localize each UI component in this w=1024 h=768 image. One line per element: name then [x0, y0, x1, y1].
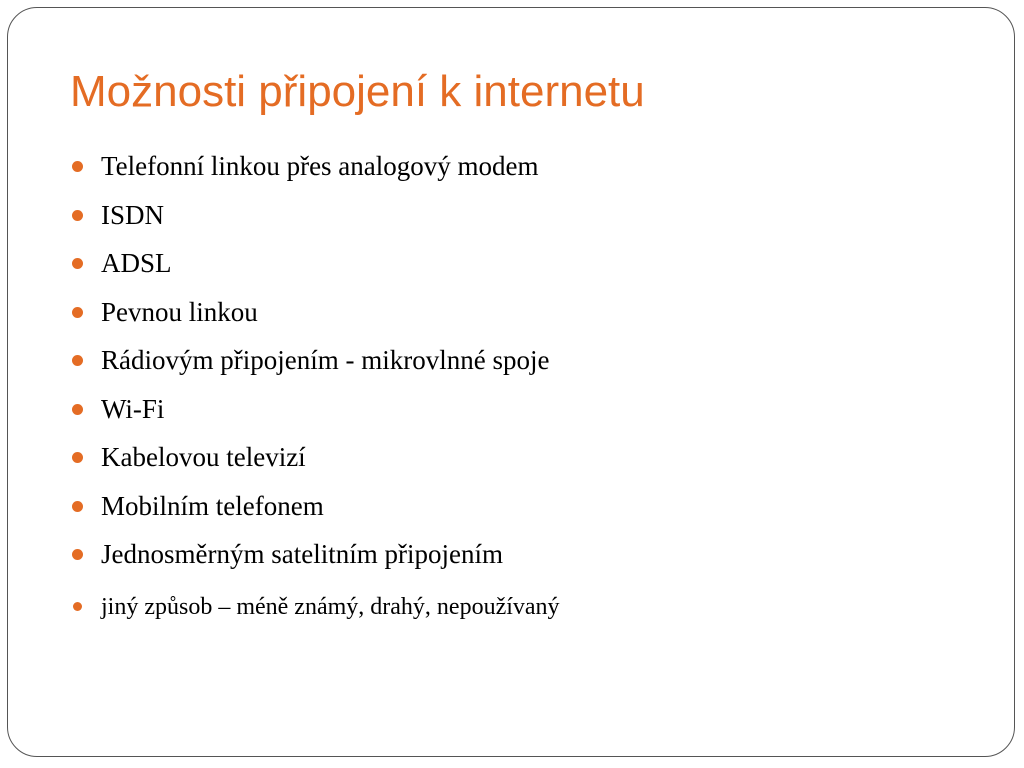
bullet-dot-icon	[72, 404, 83, 415]
bullet-text: Rádiovým připojením - mikrovlnné spoje	[101, 345, 550, 375]
bullet-text: Pevnou linkou	[101, 296, 258, 327]
bullet-dot-icon	[72, 501, 83, 512]
bullet-item	[70, 193, 560, 242]
bullet-item	[70, 585, 560, 634]
bullet-text: jiný způsob – méně známý, drahý, nepoužívaný	[101, 593, 560, 620]
bullet-dot-icon	[72, 452, 83, 463]
bullet-dot-icon	[72, 258, 83, 269]
bullet-item	[70, 290, 560, 339]
slide-title: Možnosti připojení k internetu	[70, 67, 645, 116]
bullet-list	[70, 144, 560, 633]
bullet-text: ADSL	[101, 248, 172, 278]
bullet-dot-icon	[72, 549, 83, 560]
bullet-dot-icon	[72, 210, 83, 221]
bullet-text: Kabelovou televizí	[101, 442, 306, 472]
bullet-text: Telefonní linkou přes analogový modem	[101, 151, 539, 181]
bullet-item	[70, 338, 560, 387]
bullet-text: Mobilním telefonem	[101, 490, 324, 521]
bullet-item	[70, 484, 560, 533]
bullet-dot-icon	[72, 355, 83, 366]
bullet-item	[70, 532, 560, 581]
bullet-item	[70, 387, 560, 436]
bullet-item	[70, 435, 560, 484]
bullet-text: ISDN	[101, 199, 165, 230]
bullet-dot-icon	[73, 602, 82, 611]
bullet-item	[70, 144, 560, 193]
bullet-dot-icon	[72, 307, 83, 318]
bullet-dot-icon	[72, 161, 83, 172]
bullet-text: Jednosměrným satelitním připojením	[101, 539, 503, 569]
bullet-text: Wi-Fi	[101, 393, 165, 424]
slide-frame	[7, 7, 1015, 757]
bullet-item	[70, 241, 560, 290]
